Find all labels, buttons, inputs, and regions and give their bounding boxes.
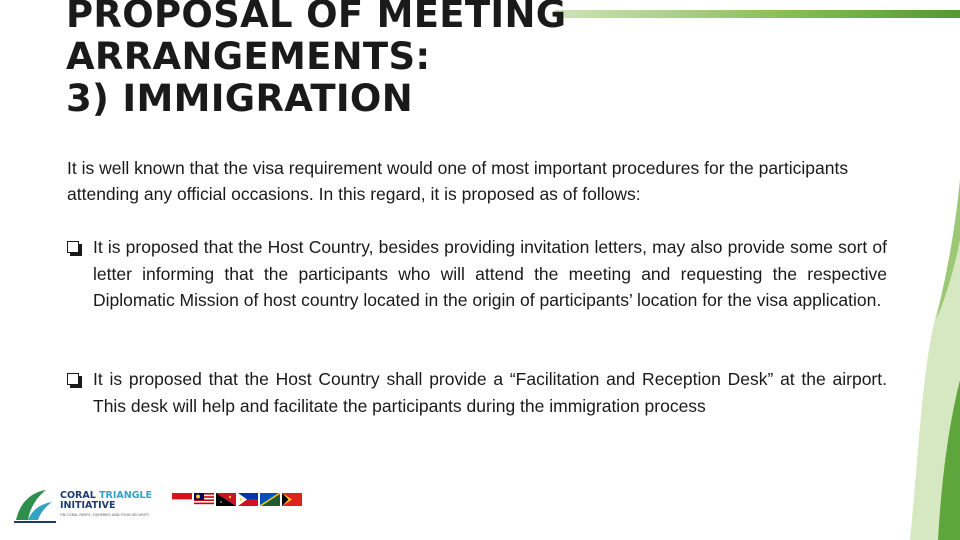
title-line: 3) IMMIGRATION	[66, 77, 413, 120]
logo-name-part: CORAL	[60, 490, 100, 501]
member-flags	[172, 493, 302, 506]
philippines-flag-icon	[238, 493, 258, 506]
logo-name-accent: TRIANGLE	[99, 490, 153, 501]
checkbox-bullet-icon	[67, 373, 79, 385]
bullet-text: It is proposed that the Host Country shall provide a “Facilitation and Reception Desk” at the airport. This desk will help and facilitate the participants during the immigration process	[93, 369, 887, 416]
title-line: PROPOSAL OF MEETING	[66, 0, 567, 36]
logo-name-part: INITIATIVE	[60, 500, 116, 511]
bullet-text: It is proposed that the Host Country, besides providing invitation letters, may also provide some sort of letter informing that the participants who will attend the meeting and requesting the respective Diplomatic Mission of host country located in the origin of participants’ location for the visa application.	[93, 237, 887, 310]
indonesia-flag-icon	[172, 493, 192, 506]
coral-triangle-logo	[12, 484, 312, 524]
malaysia-flag-icon	[194, 493, 214, 506]
title-line: ARRANGEMENTS:	[66, 35, 431, 78]
bullet-item	[67, 366, 887, 419]
coral-triangle-logo-icon	[12, 484, 58, 524]
page-title	[66, 0, 566, 120]
logo-name	[60, 491, 152, 511]
solomon-islands-flag-icon	[260, 493, 280, 506]
intro-paragraph: It is well known that the visa requirement would one of most important procedures for the participants attending any official occasions. In this regard, it is proposed as of follows:	[67, 158, 849, 204]
checkbox-bullet-icon	[67, 241, 79, 253]
papua-new-guinea-flag-icon	[216, 493, 236, 506]
bullet-item	[67, 234, 887, 314]
logo-tagline: ON CORAL REEFS, FISHERIES AND FOOD SECURITY	[60, 513, 150, 517]
timor-leste-flag-icon	[282, 493, 302, 506]
